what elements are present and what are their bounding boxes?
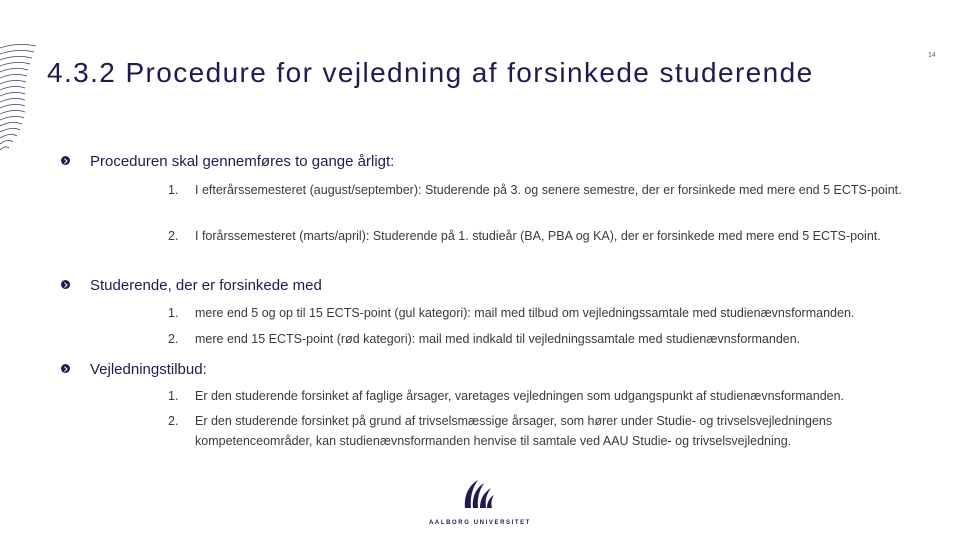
- aau-logo-icon: [460, 478, 496, 510]
- page-number: 14: [928, 52, 936, 59]
- item-text: Er den studerende forsinket på grund af trivselsmæssige årsager, som hører under Studie- og trivselsvejledningens kompetenceområder, kan studienævnsformanden henvise til samtale ved AAU Studie- og trivselsvejledning.: [195, 414, 833, 448]
- item-text: mere end 15 ECTS-point (rød kategori): mail med indkald til vejledningssamtale med studienævnsformanden.: [195, 332, 801, 346]
- bullet-arrow-icon: [61, 156, 70, 165]
- bullet-arrow-icon: [61, 364, 70, 373]
- item-number: 2.: [168, 332, 179, 346]
- aau-logo: [428, 478, 532, 530]
- item-text: Er den studerende forsinket af faglige årsager, varetages vejledningen som udgangspunkt af studienævnsformanden.: [195, 389, 845, 403]
- slide-title: 4.3.2 Procedure for vejledning af forsinkede studerende: [47, 57, 814, 88]
- bullet-arrow-icon: [61, 280, 70, 289]
- wave-lines-decoration: [0, 40, 36, 155]
- bullet-text: Studerende, der er forsinkede med: [90, 277, 322, 294]
- logo-text: AALBORG UNIVERSITET: [428, 520, 532, 526]
- item-number: 1.: [168, 389, 179, 403]
- item-number: 1.: [168, 306, 179, 320]
- item-text: I efterårssemesteret (august/september): Studerende på 3. og senere semestre, der er forsinkede med mere end 5 ECTS-point.: [195, 183, 902, 197]
- item-text: I forårssemesteret (marts/april): Studerende på 1. studieår (BA, PBA og KA), der er forsinkede med mere end 5 ECTS-point.: [195, 229, 881, 243]
- item-text: mere end 5 og op til 15 ECTS-point (gul kategori): mail med tilbud om vejledningssamtale med studienævnsformanden.: [195, 306, 855, 320]
- item-number: 1.: [168, 183, 179, 197]
- item-number: 2.: [168, 229, 179, 243]
- bullet-text: Proceduren skal gennemføres to gange årligt:: [90, 153, 395, 170]
- item-number: 2.: [168, 414, 179, 428]
- bullet-text: Vejledningstilbud:: [90, 361, 207, 378]
